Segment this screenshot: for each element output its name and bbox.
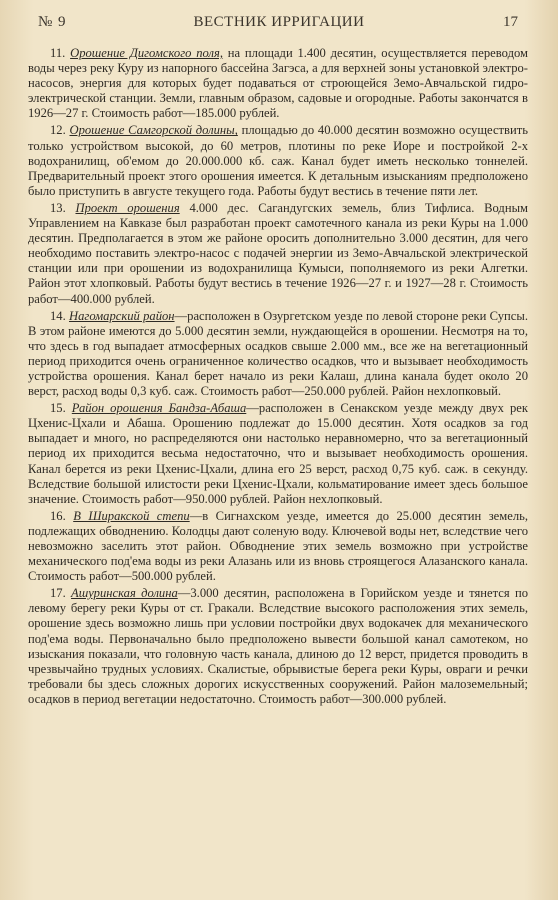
paragraph-heading: В Ширакской степи [73,508,190,523]
paragraph-heading: Проект орошения [75,200,180,215]
paragraph-text: —3.000 десятин, расположена в Горийском уезде и тянется по левому берегу реки Куры от ст. Гракали. Вследствие высокого расположения этих земель, орошение здесь возможно лишь при условии постройки двух водокачек для механического под'ема воды. Первоначально было предположено вывести большой канал самотеком, но изыскания показали, что головную часть канала, длиною до 12 верст, придется проводить в чрезвычайно трудных условиях. Скалистые, обрывистые берега реки Куры, овраги и речки требовали бы здесь сложных дорогих искусственных сооружений. Район малоземельный; осадков в период вегетации недостаточно. Стоимость работ—300.000 рублей. [28,586,528,706]
paragraph-text: 4.000 дес. Сагандугских земель, близ Тифлиса. Водным Управлением на Кавказе был разработан проект самотечного канала из реки Куры на 1.000 десятин. Предполагается в этом же районе оросить дополнительно 3.000 десятин, для чего необходимо поставить электро-насос с подачей энергии из Земо-Авчальской электрической станции или при орошении из водохранилища Кумыси, пополняемого из реки Алгетки. Район этот хлопковый. Работы будут вестись в течение 1926—27 г. и 1927—28 г. Стоимость работ—400.000 рублей. [28,200,529,306]
paragraph-heading: Ашуринская долина [71,586,178,601]
paragraph-heading: Орошение Дигомского поля, [70,46,223,60]
paragraph-16 [28,509,528,584]
paragraph-11 [28,46,528,121]
page-header [0,10,558,36]
paragraph-heading: Нагомарский район [69,308,175,323]
paragraph-heading: Орошение Самгорской долины, [69,123,238,138]
paragraph-12 [28,123,528,198]
paragraph-number: 12. [50,123,66,138]
paragraph-number: 11. [50,46,66,60]
paragraph-text: —расположен в Озургетском уезде по левой стороне реки Супсы. В этом районе имеются до 5.000 десятин земли, нуждающейся в орошении. Несмотря на то, что здесь в год выпадает атмосферных осадков свыше 2.000 мм., все же на вегетационный период приходится очень ограниченное количество осадков, что и вызывает необходимость устройства орошения. Канал берет начало из реки Калаш, длина канала будет около 20 верст, расход воды 0,3 куб. саж. Стоимость работ—250.000 рублей. Район нехлопковый. [28,308,528,399]
paragraph-13 [28,201,528,307]
article-body [28,46,528,709]
paragraph-number: 13. [50,200,66,215]
paragraph-heading: Район орошения Бандза-Абаша [71,401,247,416]
paragraph-17 [28,586,528,707]
paragraph-number: 15. [50,401,66,416]
paragraph-text: площадью до 40.000 десятин возможно осуществить только устройством высокой, до 60 метров, плотины по реке Иоре и постройкой 2-х водохранилищ, об'емом до 20.000.000 кб. саж. Канал будет иметь несколько тоннелей. Предварительный проект этого орошения имеется. К детальным изысканиям предположено было приступить в августе текущего года. Работы будут вестись в течение пяти лет. [28,123,528,198]
paragraph-text: —расположен в Сенакском уезде между двух рек Цхенис-Цхали и Абаша. Орошению подлежат до 15.000 десятин. Хотя осадков за год выпадает и много, но распределяются они настолько неравномерно, что за вегетационный период их приходится весьма недостаточно, что и вызывает необходимость орошения. Канал берется из реки Цхенис-Цхали, длина его 25 верст, расход 0,75 куб. саж. в секунду. Вследствие большой илистости реки Цхенис-Цхали, кольматирование имеет здесь большое значение. Стоимость работ—950.000 рублей. Район нехлопковый. [28,401,529,506]
paragraph-15 [28,401,528,507]
paragraph-14 [28,309,528,400]
page-number: 17 [503,14,518,30]
paragraph-number: 14. [50,308,66,323]
paragraph-text: на площади 1.400 десятин, осуществляется переводом воды через реку Куру из напорного бассейна Загэса, а для верхней зоны установкой электро-насосов, энергия для которых будет подаваться от строющейся Земо-Авчальской гидро-электрической станции. Земли, главным образом, садовые и огородные. Работы закончатся в 1926—27 г. Стоимость работ—185.000 рублей. [28,46,529,121]
journal-title: ВЕСТНИК ИРРИГАЦИИ [193,14,365,30]
issue-number: № 9 [38,14,67,30]
paragraph-text: —в Сигнахском уезде, имеется до 25.000 десятин земель, подлежащих обводнению. Колодцы дают соленую воду. Ключевой воды нет, вследствие чего невозможно заселить этот район. Обводнение этих земель возможно при устройстве механического под'ема воды из реки Алазань или из вновь строящегося Алазанского канала. Стоимость работ—500.000 рублей. [28,508,528,584]
paragraph-number: 17. [50,586,66,601]
paragraph-number: 16. [50,508,66,523]
